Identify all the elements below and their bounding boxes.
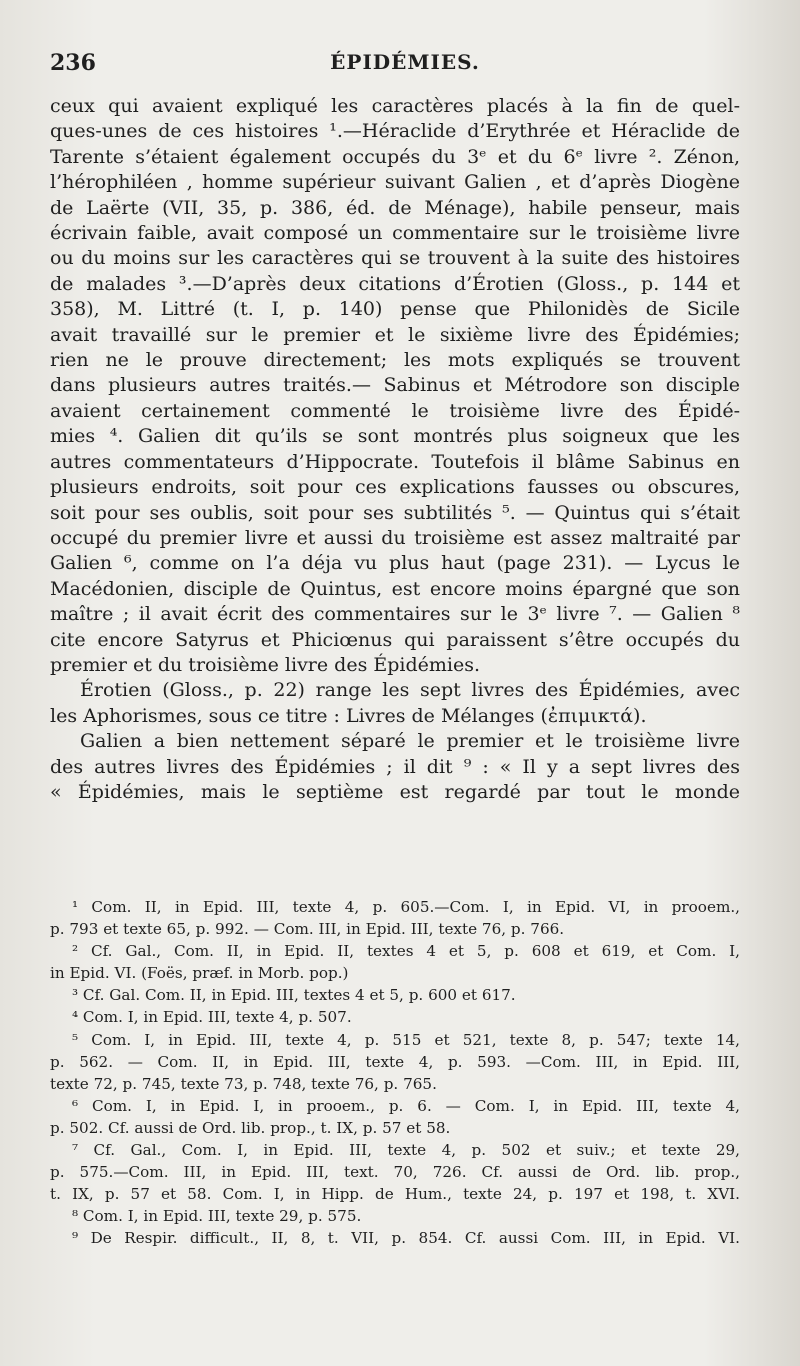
body-line: cite encore Satyrus et Phiciœnus qui paraissent s’être occupés du xyxy=(50,628,740,651)
body-line: de malades ³.—D’après deux citations d’Érotien (Gloss., p. 144 et xyxy=(50,272,740,295)
footnote-line: ⁷ Cf. Gal., Com. I, in Epid. III, texte 4, p. 502 et suiv.; et texte 29, xyxy=(72,1141,740,1160)
body-line: écrivain faible, avait composé un commentaire sur le troisième livre xyxy=(50,222,740,245)
body-line: plusieurs endroits, soit pour ces explications fausses ou obscures, xyxy=(50,476,740,499)
footnote-line: p. 562. — Com. II, in Epid. III, texte 4, p. 593. —Com. III, in Epid. III, xyxy=(50,1052,740,1071)
body-line: avaient certainement commenté le troisième livre des Épidé- xyxy=(50,399,740,422)
body-line: de Laërte (VII, 35, p. 386, éd. de Ménage), habile penseur, mais xyxy=(50,196,740,219)
body-line: dans plusieurs autres traités.— Sabinus et Métrodore son disciple xyxy=(50,374,740,397)
footnote-line: ⁹ De Respir. difficult., II, 8, t. VII, p. 854. Cf. aussi Com. III, in Epid. VI. xyxy=(72,1229,740,1248)
body-text xyxy=(50,94,740,805)
footnote-line: ¹ Com. II, in Epid. III, texte 4, p. 605.—Com. I, in Epid. VI, in prooem., xyxy=(72,898,740,916)
body-line: Tarente s’étaient également occupés du 3ᵉ et du 6ᵉ livre ². Zénon, xyxy=(50,145,740,168)
body-line: premier et du troisième livre des Épidémies. xyxy=(50,653,481,676)
footnote-line: in Epid. VI. (Foës, præf. in Morb. pop.) xyxy=(50,964,349,983)
page-number: 236 xyxy=(50,50,96,76)
body-line: les Aphorismes, sous ce titre : Livres de Mélanges (ἐπιμικτά). xyxy=(50,704,647,727)
body-line: Érotien (Gloss., p. 22) range les sept livres des Épidémies, avec xyxy=(80,679,740,702)
body-line: ques-unes de ces histoires ¹.—Héraclide d’Erythrée et Héraclide de xyxy=(50,120,740,143)
body-line: mies ⁴. Galien dit qu’ils se sont montrés plus soigneux que les xyxy=(50,425,740,448)
body-line: Macédonien, disciple de Quintus, est encore moins épargné que son xyxy=(50,577,740,600)
footnote-line: texte 72, p. 745, texte 73, p. 748, texte 76, p. 765. xyxy=(50,1074,437,1093)
footnote-line: ⁸ Com. I, in Epid. III, texte 29, p. 575. xyxy=(72,1207,362,1226)
footnote-line: ² Cf. Gal., Com. II, in Epid. II, textes 4 et 5, p. 608 et 619, et Com. I, xyxy=(72,942,740,961)
page-header xyxy=(50,50,760,84)
body-line: Galien a bien nettement séparé le premier et le troisième livre xyxy=(80,730,740,753)
body-line: autres commentateurs d’Hippocrate. Toutefois il blâme Sabinus en xyxy=(50,450,740,473)
footnote-line: ³ Cf. Gal. Com. II, in Epid. III, textes 4 et 5, p. 600 et 617. xyxy=(72,986,516,1005)
footnotes xyxy=(50,896,740,1250)
body-line: ceux qui avaient expliqué les caractères placés à la fin de quel- xyxy=(50,95,740,117)
body-line: soit pour ses oublis, soit pour ses subtilités ⁵. — Quintus qui s’était xyxy=(50,501,740,524)
body-line: rien ne le prouve directement; les mots expliqués se trouvent xyxy=(50,349,740,372)
running-title: ÉPIDÉMIES. xyxy=(330,50,480,74)
body-line: occupé du premier livre et aussi du troisième est assez maltraité par xyxy=(50,526,740,549)
body-line: ou du moins sur les caractères qui se trouvent à la suite des histoires xyxy=(50,247,740,270)
body-line: des autres livres des Épidémies ; il dit ⁹ : « Il y a sept livres des xyxy=(50,755,740,778)
footnote-line: ⁵ Com. I, in Epid. III, texte 4, p. 515 et 521, texte 8, p. 547; texte 14, xyxy=(72,1030,740,1049)
body-line: avait travaillé sur le premier et le sixième livre des Épidémies; xyxy=(50,323,740,346)
body-line: maître ; il avait écrit des commentaires sur le 3ᵉ livre ⁷. — Galien ⁸ xyxy=(50,603,740,626)
footnote-line: ⁴ Com. I, in Epid. III, texte 4, p. 507. xyxy=(72,1008,352,1027)
body-line: « Épidémies, mais le septième est regardé par tout le monde xyxy=(50,780,740,803)
footnote-line: p. 793 et texte 65, p. 992. — Com. III, in Epid. III, texte 76, p. 766. xyxy=(50,920,565,939)
body-line: l’hérophiléen , homme supérieur suivant Galien , et d’après Diogène xyxy=(50,171,740,194)
body-line: Galien ⁶, comme on l’a déja vu plus haut (page 231). — Lycus le xyxy=(50,552,740,575)
footnote-line: p. 502. Cf. aussi de Ord. lib. prop., t. IX, p. 57 et 58. xyxy=(50,1118,451,1137)
footnote-line: p. 575.—Com. III, in Epid. III, text. 70, 726. Cf. aussi de Ord. lib. prop., xyxy=(50,1163,740,1182)
body-line: 358), M. Littré (t. I, p. 140) pense que Philonidès de Sicile xyxy=(50,298,740,321)
footnote-line: ⁶ Com. I, in Epid. I, in prooem., p. 6. — Com. I, in Epid. III, texte 4, xyxy=(72,1096,740,1115)
footnote-line: t. IX, p. 57 et 58. Com. I, in Hipp. de Hum., texte 24, p. 197 et 198, t. XVI. xyxy=(50,1185,740,1204)
